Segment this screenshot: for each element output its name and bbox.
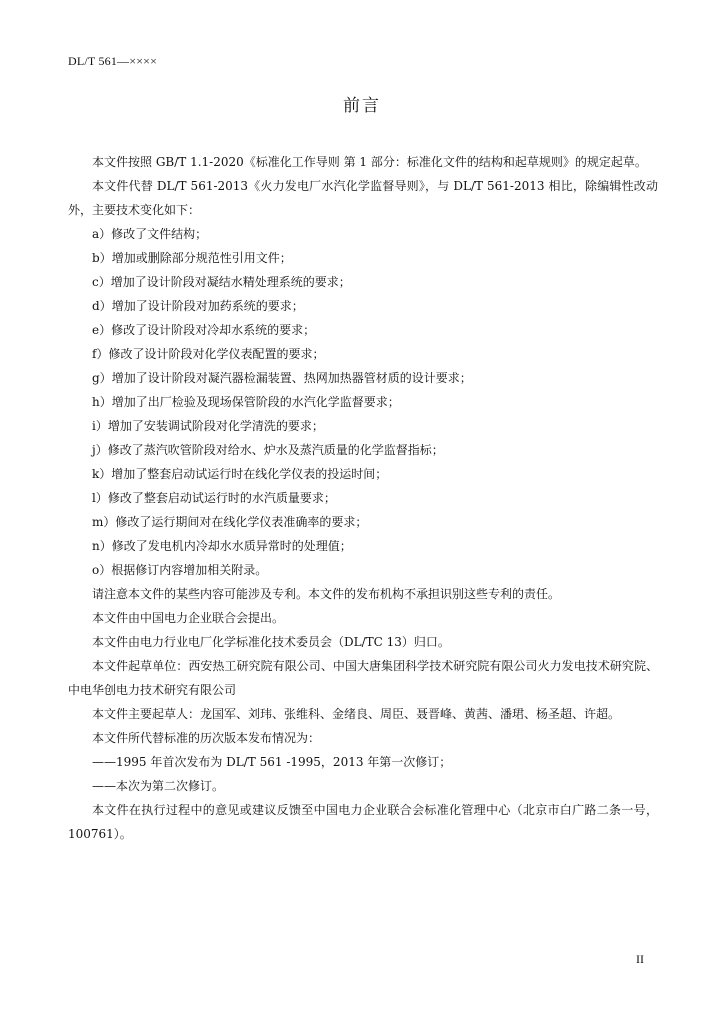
- paragraph-proposed-by: 本文件由中国电力企业联合会提出。: [92, 611, 285, 625]
- page-number: II: [636, 952, 644, 966]
- list-item-label: m）: [92, 515, 116, 529]
- list-item: [68, 294, 658, 318]
- list-item-text: 增加了出厂检验及现场保管阶段的水汽化学监督要求；: [111, 395, 400, 409]
- paragraph-history-second: ——本次为第二次修订。: [92, 779, 225, 793]
- list-item-text: 修改了文件结构；: [111, 227, 208, 241]
- list-item: [68, 486, 658, 510]
- list-item-text: 修改了蒸汽吹管阶段对给水、炉水及蒸汽质量的化学监督指标；: [107, 443, 444, 457]
- list-item-label: n）: [92, 539, 112, 553]
- list-item-label: f）: [92, 347, 109, 361]
- list-item: [68, 534, 658, 558]
- paragraph-history-first: ——1995 年首次发布为 DL/T 561 -1995，2013 年第一次修订；: [92, 755, 452, 769]
- technical-changes-list: [68, 222, 658, 582]
- list-item: [68, 414, 658, 438]
- list-item: [68, 438, 658, 462]
- paragraph-history-intro: 本文件所代替标准的历次版本发布情况为：: [92, 731, 321, 745]
- page-title: 前言: [343, 96, 381, 116]
- list-item-text: 增加了设计阶段对加药系统的要求；: [111, 299, 304, 313]
- list-item-label: h）: [92, 395, 112, 409]
- list-item-label: c）: [92, 275, 111, 289]
- list-item-text: 修改了发电机内冷却水水质异常时的处理值；: [111, 539, 352, 553]
- list-item-label: e）: [92, 323, 112, 337]
- list-item-text: 根据修订内容增加相关附录。: [111, 563, 268, 577]
- paragraph-drafters: 本文件主要起草人：龙国军、刘玮、张维科、金绪良、周臣、聂晋峰、黄茜、潘珺、杨圣超、许超。: [92, 707, 621, 721]
- list-item-text: 增加了安装调试阶段对化学清洗的要求；: [107, 419, 324, 433]
- paragraph-drafting-organizations: 本文件起草单位：西安热工研究院有限公司、中国大唐集团科学技术研究院有限公司火力发电技术研究院、中电华创电力技术研究有限公司: [68, 659, 658, 697]
- list-item-text: 修改了运行期间对在线化学仪表准确率的要求；: [115, 515, 368, 529]
- list-item: [68, 510, 658, 534]
- list-item-text: 修改了设计阶段对化学仪表配置的要求；: [108, 347, 325, 361]
- list-item: [68, 558, 658, 582]
- list-item-label: g）: [92, 371, 112, 385]
- list-item: [68, 462, 658, 486]
- list-item-label: i）: [92, 419, 108, 433]
- document-code-header: DL/T 561—××××: [68, 54, 158, 68]
- list-item: [68, 246, 658, 270]
- list-item-text: 增加了整套启动试运行时在线化学仪表的投运时间；: [111, 467, 388, 481]
- list-item-text: 增加或删除部分规范性引用文件；: [111, 251, 292, 265]
- list-item-label: j）: [92, 443, 108, 457]
- list-item-text: 增加了设计阶段对凝汽器检漏装置、热网加热器管材质的设计要求；: [111, 371, 472, 385]
- list-item-text: 修改了设计阶段对冷却水系统的要求；: [111, 323, 316, 337]
- list-item-label: d）: [92, 299, 112, 313]
- paragraph-replaces-standard: 本文件代替 DL/T 561-2013《火力发电厂水汽化学监督导则》，与 DL/T 561-2013 相比，除编辑性改动外，主要技术变化如下：: [68, 179, 658, 217]
- list-item-label: k）: [92, 467, 112, 481]
- list-item: [68, 390, 658, 414]
- paragraph-drafting-rule: 本文件按照 GB/T 1.1-2020《标准化工作导则 第 1 部分：标准化文件的结构和起草规则》的规定起草。: [92, 155, 647, 169]
- list-item-text: 修改了整套启动试运行时的水汽质量要求；: [107, 491, 336, 505]
- list-item-label: b）: [92, 251, 112, 265]
- paragraph-patent-notice: 请注意本文件的某些内容可能涉及专利。本文件的发布机构不承担识别这些专利的责任。: [92, 587, 561, 601]
- list-item-label: a）: [92, 227, 112, 241]
- paragraph-feedback: 本文件在执行过程中的意见或建议反馈至中国电力企业联合会标准化管理中心（北京市白广路二条一号，100761）。: [68, 803, 658, 841]
- list-item-text: 增加了设计阶段对凝结水精处理系统的要求；: [110, 275, 351, 289]
- list-item: [68, 366, 658, 390]
- list-item: [68, 342, 658, 366]
- list-item-label: l）: [92, 491, 108, 505]
- list-item-label: o）: [92, 563, 112, 577]
- list-item: [68, 318, 658, 342]
- paragraph-managed-by: 本文件由电力行业电厂化学标准化技术委员会（DL/TC 13）归口。: [92, 635, 450, 649]
- preface-body: [68, 150, 658, 846]
- list-item: [68, 222, 658, 246]
- list-item: [68, 270, 658, 294]
